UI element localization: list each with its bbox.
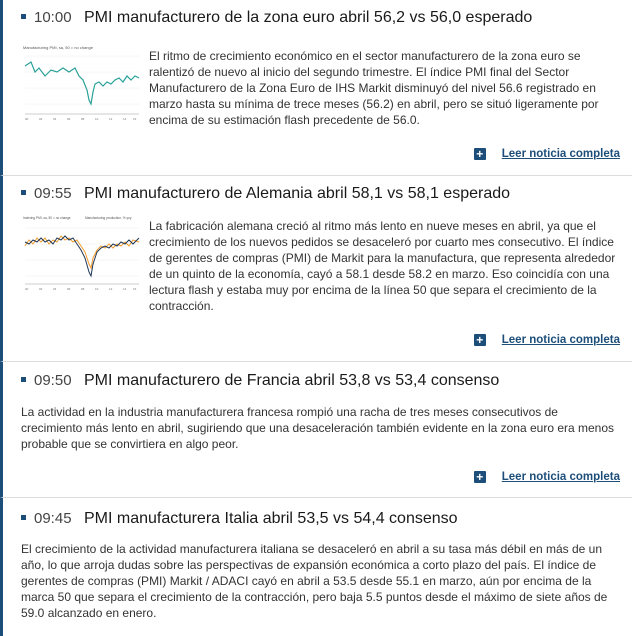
svg-text:08: 08 (81, 287, 85, 291)
news-title[interactable]: PMI manufacturero de Francia abril 53,8 vs 53,4 consenso (84, 372, 500, 389)
news-time: 09:45 (34, 510, 72, 527)
news-card (0, 498, 632, 636)
news-time: 09:50 (34, 372, 72, 389)
read-more-label[interactable]: Leer noticia completa (501, 471, 620, 483)
bullet-icon (21, 377, 26, 382)
read-more-label[interactable]: Leer noticia completa (501, 334, 620, 346)
svg-text:12: 12 (109, 287, 113, 291)
svg-text:00: 00 (25, 287, 29, 291)
news-title[interactable]: PMI manufacturero de la zona euro abril 56,2 vs 56,0 esperado (84, 9, 533, 26)
svg-text:16: 16 (133, 287, 137, 291)
news-title[interactable]: PMI manufacturero de Alemania abril 58,1 vs 58,1 esperado (84, 185, 511, 202)
news-thumbnail[interactable] (21, 212, 143, 299)
read-more-link[interactable] (474, 148, 620, 160)
svg-text:04: 04 (53, 287, 57, 291)
svg-text:08: 08 (81, 117, 85, 121)
svg-text:06: 06 (67, 287, 71, 291)
bullet-icon (21, 190, 26, 195)
read-more-link[interactable] (474, 334, 620, 346)
news-header (21, 185, 510, 203)
news-header (21, 9, 532, 27)
svg-text:10: 10 (95, 117, 99, 121)
svg-text:06: 06 (67, 117, 71, 121)
read-more-link[interactable] (474, 471, 620, 483)
svg-text:14: 14 (123, 287, 127, 291)
svg-text:12: 12 (109, 117, 113, 121)
plus-icon: + (474, 471, 486, 483)
svg-text:10: 10 (95, 287, 99, 291)
news-card (0, 176, 632, 362)
read-more-label[interactable]: Leer noticia completa (501, 148, 620, 160)
svg-text:04: 04 (53, 117, 57, 121)
chart-thumbnail (21, 212, 143, 294)
news-summary: El crecimiento de la actividad manufacturera italiana se desaceleró en abril a su tasa más débil en más de un año, lo que arroja dudas sobre las perspectivas de expansión económica a corto plazo del país. El índice de gerentes de compras (PMI) Markit / ADACI cayó en abril a 53.5 desde 55.1 en marzo, aún por encima de la marca 50 que separa el crecimiento de la contracción, pero baja 5.5 puntos desde el máximo de siete años de 59.0 alcanzado en enero. (21, 542, 608, 620)
plus-icon: + (474, 334, 486, 346)
news-header (21, 510, 458, 528)
svg-text:02: 02 (39, 287, 43, 291)
news-summary: El ritmo de crecimiento económico en el sector manufacturero de la zona euro se ralentizó de nuevo al inicio del segundo trimestre. El índice PMI final del Sector Manufacturero de la Zona Euro de IHS Markit disminuyó del nivel 56.6 registrado en marzo hasta su mínima de trece meses (56.2) en abril, pero se situó ligeramente por encima de su estimación flash precedente de 56.0. (149, 49, 599, 127)
news-title[interactable]: PMI manufacturera Italia abril 53,5 vs 54,4 consenso (84, 510, 458, 527)
news-time: 09:55 (34, 185, 72, 202)
svg-text:14: 14 (123, 117, 127, 121)
thumb-caption-left: Indexing PMI, sa, 50 = no change (23, 216, 71, 220)
svg-text:16: 16 (133, 117, 137, 121)
news-summary: La actividad en la industria manufacturera francesa rompió una racha de tres meses consecutivos de crecimiento más lento en abril, sugiriendo que una desaceleración también evidente en la zona euro era menos probable que se convirtiera en algo peor. (21, 405, 615, 451)
news-card (0, 362, 632, 498)
news-thumbnail[interactable] (21, 42, 143, 129)
svg-text:00: 00 (25, 117, 29, 121)
bullet-icon (21, 14, 26, 19)
news-summary: La fabricación alemana creció al ritmo más lento en nueve meses en abril, ya que el crecimiento de los nuevos pedidos se desaceleró por cuarto mes consecutivo. El índice de gerentes de compras (PMI) de Markit para la manufactura, que representa alrededor de un quinto de la economía, cayó a 58.1 desde 58.2 en marzo. Eso coincidía con una lectura flash y estaba muy por encima de la línea 50 que separa el crecimiento de la contracción. (149, 219, 616, 313)
chart-thumbnail (21, 42, 143, 124)
svg-text:02: 02 (39, 117, 43, 121)
news-header (21, 372, 499, 390)
thumb-caption-right: Manufacturing production, % yoy (85, 216, 132, 220)
news-card (0, 0, 632, 176)
news-time: 10:00 (34, 9, 72, 26)
plus-icon: + (474, 148, 486, 160)
bullet-icon (21, 515, 26, 520)
thumb-caption: Manufacturing PMI, sa, 50 = no change (23, 45, 93, 50)
